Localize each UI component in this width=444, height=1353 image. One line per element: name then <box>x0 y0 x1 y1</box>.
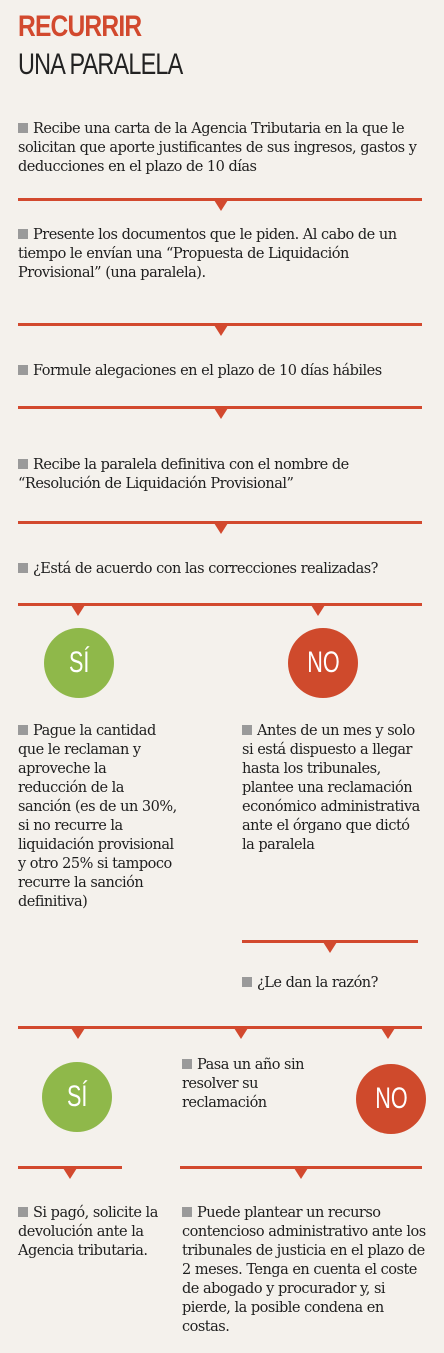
step-4 <box>18 456 428 494</box>
no-circle-2 <box>356 1064 426 1134</box>
arrow-down-icon <box>234 1028 248 1039</box>
yes-text-1-content: Pague la cantidad que le reclaman y aproveche la reducción de la sanción (es de un 30%, si no recurre la liquidación provisional y otro 25% si tampoco recurre la sanción definitiva) <box>18 723 177 910</box>
question-2 <box>242 974 432 993</box>
no-text-2-content: Puede plantear un recurso contencioso administrativo ante los tribunales de justicia en el plazo de 2 meses. Tenga en cuenta el coste de abogado y procurador y, si pierde, la posible condena en costas. <box>182 1205 426 1335</box>
middle-text <box>182 1056 332 1113</box>
question-1 <box>18 560 438 579</box>
bullet-icon <box>18 229 28 239</box>
no-text-1 <box>242 722 422 855</box>
no-text-2 <box>182 1204 428 1337</box>
yes-circle-2 <box>42 1062 112 1132</box>
arrow-down-icon <box>323 942 337 953</box>
bullet-icon <box>182 1059 192 1069</box>
yes-text-2-content: Si pagó, solicite la devolución ante la Agencia tributaria. <box>18 1205 158 1259</box>
bullet-icon <box>18 123 28 133</box>
bullet-icon <box>182 1207 192 1217</box>
middle-text-content: Pasa un año sin resolver su reclamación <box>182 1057 304 1111</box>
step-1 <box>18 120 428 177</box>
step-3 <box>18 362 428 381</box>
no-text-1-content: Antes de un mes y solo si está dispuesto a llegar hasta los tribunales, plantee una reclamación económico administrativa ante el órgano que dictó la paralela <box>242 723 420 853</box>
bullet-icon <box>18 563 28 573</box>
step-2-text: Presente los documentos que le piden. Al cabo de un tiempo le envían una “Propuesta de Liquidación Provisional” (una paralela). <box>18 227 397 281</box>
step-4-text: Recibe la paralela definitiva con el nombre de “Resolución de Liquidación Provisional” <box>18 457 349 492</box>
yes-text-1 <box>18 722 178 912</box>
arrow-down-icon <box>381 1028 395 1039</box>
arrow-down-icon <box>311 605 325 616</box>
step-1-text: Recibe una carta de la Agencia Tributaria en la que le solicitan que aporte justificantes de sus ingresos, gastos y deducciones en el plazo de 10 días <box>18 121 417 175</box>
yes-label: SÍ <box>68 646 90 679</box>
bullet-icon <box>18 459 28 469</box>
arrow-down-icon <box>294 1168 308 1179</box>
arrow-down-icon <box>214 408 228 419</box>
arrow-down-icon <box>71 1028 85 1039</box>
yes-label-2: SÍ <box>66 1080 88 1113</box>
bullet-icon <box>242 725 252 735</box>
yes-circle <box>44 628 114 698</box>
bullet-icon <box>18 725 28 735</box>
question-1-text: ¿Está de acuerdo con las correcciones realizadas? <box>33 561 378 577</box>
step-3-text: Formule alegaciones en el plazo de 10 días hábiles <box>33 363 382 379</box>
yes-text-2 <box>18 1204 158 1261</box>
arrow-down-icon <box>63 1168 77 1179</box>
arrow-down-icon <box>214 523 228 534</box>
question-2-text: ¿Le dan la razón? <box>257 975 378 991</box>
arrow-down-icon <box>214 325 228 336</box>
bullet-icon <box>242 977 252 987</box>
title-line-1: RECURRIR <box>18 10 142 43</box>
arrow-down-icon <box>71 605 85 616</box>
bullet-icon <box>18 365 28 375</box>
no-circle <box>288 628 358 698</box>
no-label-2: NO <box>374 1082 408 1115</box>
no-label: NO <box>306 646 340 679</box>
step-2 <box>18 226 428 283</box>
arrow-down-icon <box>214 200 228 211</box>
bullet-icon <box>18 1207 28 1217</box>
title-line-2: UNA PARALELA <box>18 48 183 81</box>
